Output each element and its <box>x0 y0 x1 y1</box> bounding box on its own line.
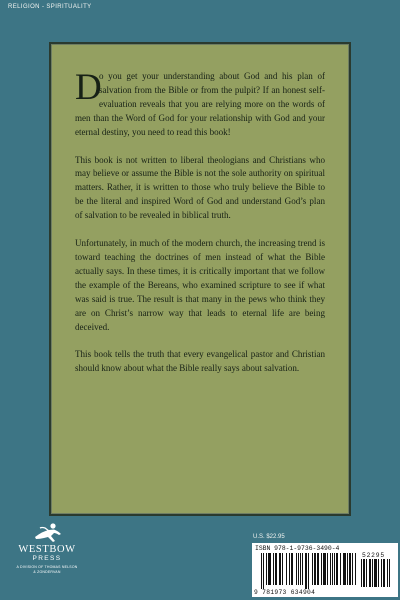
publisher-logo <box>12 522 82 588</box>
publisher-name: WESTBOW <box>18 544 76 555</box>
barcode-bars <box>261 553 357 589</box>
isbn-text: ISBN 978-1-9736-3490-4 <box>255 545 340 552</box>
drop-cap: D <box>75 67 102 108</box>
runner-icon <box>12 522 82 546</box>
blurb-paragraph-4: This book tells the truth that every evangelical pastor and Christian should know about what the Bible really says about salvation. <box>75 349 325 374</box>
barcode-digits: 9 781973 634904 <box>254 589 316 596</box>
publisher-division-line-2: & ZONDERVAN <box>33 570 61 574</box>
price-code: 52295 <box>362 552 385 559</box>
barcode <box>252 543 398 597</box>
category-label: RELIGION - SPIRITUALITY <box>8 4 92 10</box>
blurb-text <box>75 67 325 390</box>
blurb-paragraph-2: This book is not written to liberal theologians and Christians who may believe or assume the Bible is not the sole authority on spiritual matters. Rather, it is written to those who truly believe the Bible to be the literal and inspired Word of God and understand God’s plan of salvation to be revealed in biblical truth. <box>75 154 325 221</box>
price-code-bars <box>361 559 391 591</box>
price-label: U.S. $22.95 <box>253 534 285 540</box>
blurb-paragraph-1-text: o you get your understanding about God and his plan of salvation from the Bible or from the pulpit? If an honest self-evaluation reveals that you are relying more on the words of men than the Word of God for your relationship with God and your eternal destiny, you need to read this book! <box>75 71 325 137</box>
publisher-sub: PRESS <box>32 555 62 562</box>
blurb-paragraph-3: Unfortunately, in much of the modern church, the increasing trend is toward teaching the doctrines of men instead of what the Bible actually says. In these times, it is critically important that we follow the example of the Bereans, who examined scripture to see if what was said is true. The result is that many in the pews who think they are on Christ’s narrow way that leads to eternal life are being deceived. <box>75 238 325 332</box>
blurb-paragraph-1 <box>75 67 325 140</box>
publisher-division-line-1: A DIVISION OF THOMAS NELSON <box>16 565 78 569</box>
